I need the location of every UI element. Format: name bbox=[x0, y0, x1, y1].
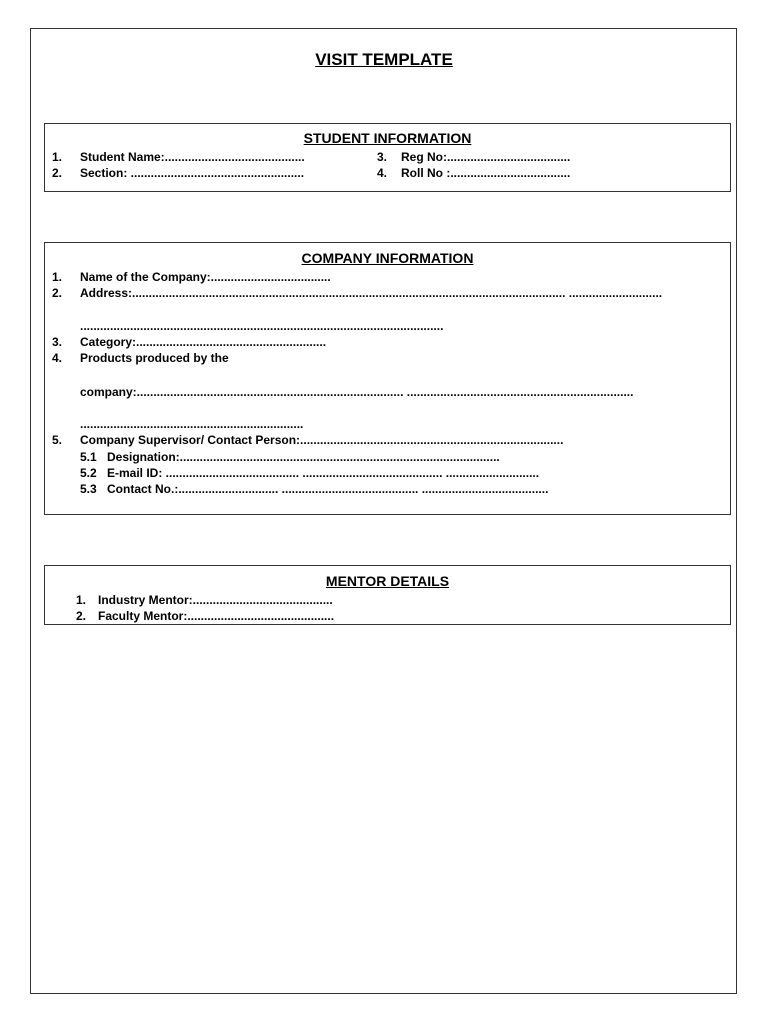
contact-no-field bbox=[80, 481, 548, 497]
roll-no-field bbox=[377, 165, 570, 181]
reg-no-label: Reg No:..................................... bbox=[401, 150, 571, 164]
address-label: Address:.................................................................................................................................. ............................ bbox=[80, 286, 663, 300]
company-name-label: Name of the Company:.................................... bbox=[80, 270, 331, 284]
email-label: E-mail ID: ........................................ .......................................... ............................ bbox=[107, 466, 540, 480]
products-field bbox=[52, 350, 229, 366]
reg-no-field bbox=[377, 149, 570, 165]
designation-label: Designation:................................................................................................ bbox=[107, 450, 500, 464]
faculty-mentor-field bbox=[76, 608, 334, 624]
item-number: 5. bbox=[52, 433, 63, 447]
student-name-label: Student Name:.......................................... bbox=[80, 150, 305, 164]
section-label: Section: .................................................... bbox=[80, 166, 305, 180]
products-label: Products produced by the bbox=[80, 351, 229, 365]
sub-item-number: 5.2 bbox=[80, 466, 97, 480]
faculty-mentor-label: Faculty Mentor:............................................ bbox=[98, 609, 335, 623]
email-field bbox=[80, 465, 539, 481]
company-information-heading: COMPANY INFORMATION bbox=[301, 250, 474, 266]
item-number: 2. bbox=[52, 166, 63, 180]
mentor-details-heading: MENTOR DETAILS bbox=[325, 573, 450, 589]
sub-item-number: 5.3 bbox=[80, 482, 97, 496]
company-name-field bbox=[52, 269, 331, 285]
industry-mentor-label: Industry Mentor:.......................................... bbox=[98, 593, 333, 607]
item-number: 1. bbox=[52, 270, 63, 284]
address-field bbox=[52, 285, 662, 301]
products-continuation: company:................................................................................ .................................................................... bbox=[80, 385, 634, 399]
category-field bbox=[52, 334, 326, 350]
section-field bbox=[52, 165, 304, 181]
sub-item-number: 5.1 bbox=[80, 450, 97, 464]
supervisor-field bbox=[52, 432, 563, 448]
address-continuation: ............................................................................................................. bbox=[80, 319, 444, 333]
industry-mentor-field bbox=[76, 592, 333, 608]
item-number: 3. bbox=[377, 150, 388, 164]
products-continuation-2: ................................................................... bbox=[80, 417, 304, 431]
supervisor-label: Company Supervisor/ Contact Person:............................................................................... bbox=[80, 433, 564, 447]
item-number: 4. bbox=[377, 166, 388, 180]
item-number: 3. bbox=[52, 335, 63, 349]
roll-no-label: Roll No :.................................... bbox=[401, 166, 571, 180]
contact-no-label: Contact No.:.............................. ......................................... ...................................... bbox=[107, 482, 549, 496]
item-number: 4. bbox=[52, 351, 63, 365]
document-title: VISIT TEMPLATE bbox=[315, 50, 453, 69]
item-number: 1. bbox=[52, 150, 63, 164]
student-information-heading: STUDENT INFORMATION bbox=[303, 130, 472, 146]
student-name-field bbox=[52, 149, 305, 165]
item-number: 2. bbox=[52, 286, 63, 300]
item-number: 2. bbox=[76, 609, 87, 623]
designation-field bbox=[80, 449, 500, 465]
category-label: Category:......................................................... bbox=[80, 335, 327, 349]
item-number: 1. bbox=[76, 593, 87, 607]
